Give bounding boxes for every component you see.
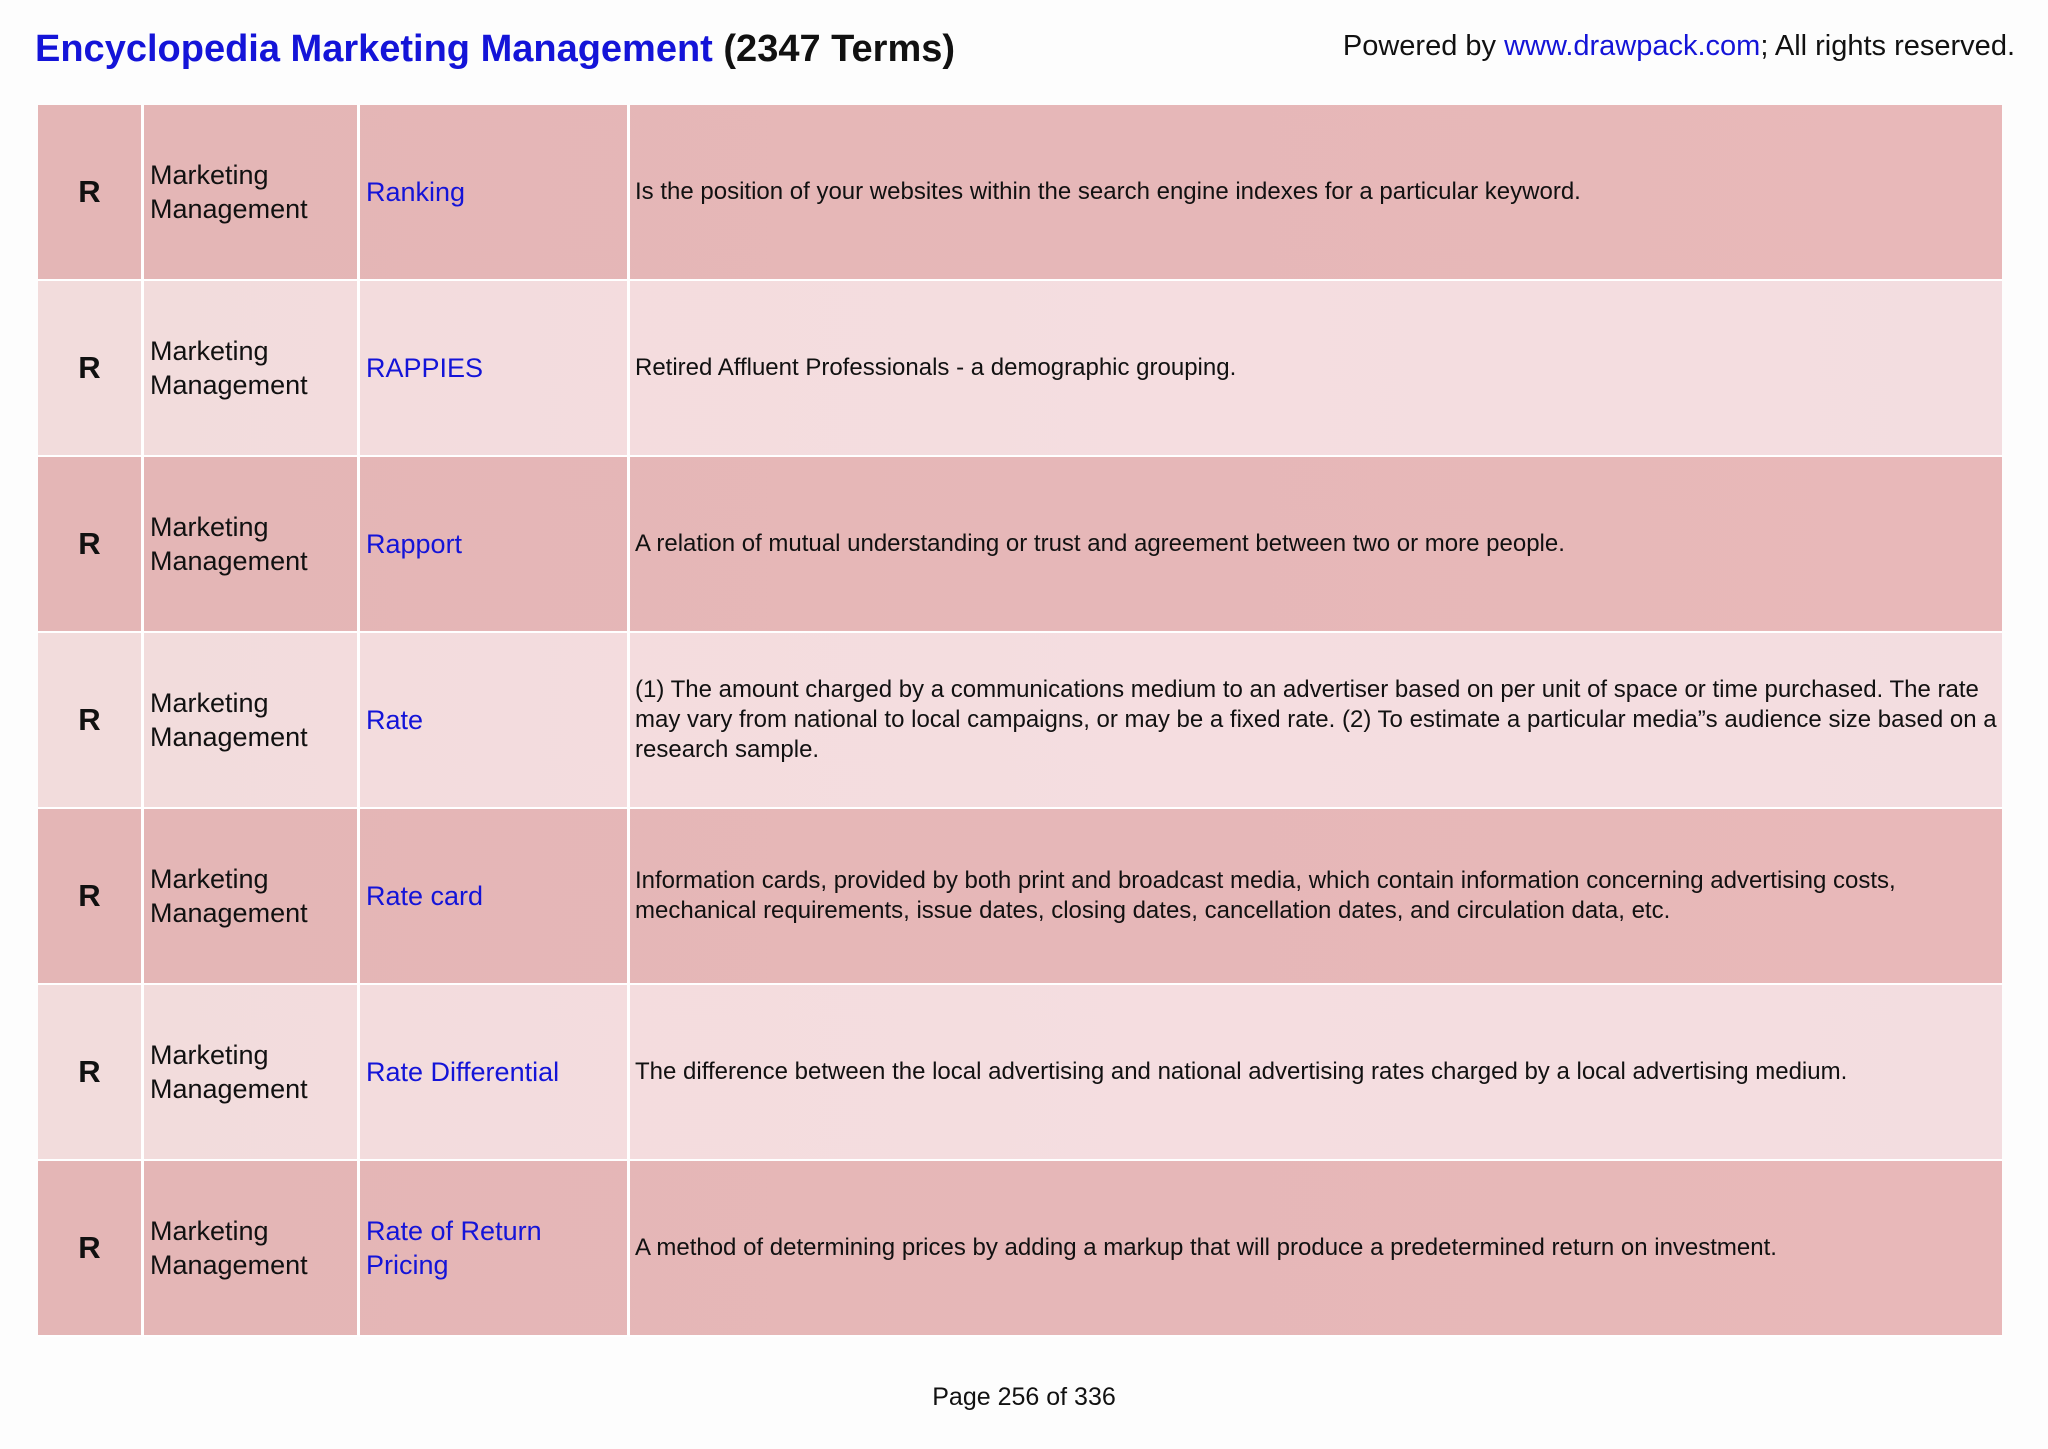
term-link[interactable]: Pricing	[366, 1250, 449, 1280]
term-cell[interactable]	[360, 281, 630, 455]
definition-cell: Retired Affluent Professionals - a demographic grouping.	[635, 354, 1237, 381]
definition-cell: Information cards, provided by both print and broadcast media, which contain information concerning advertising costs, mechanical requirements, issue dates, closing dates, cancellation dates, and circulation data, etc.	[635, 867, 1896, 924]
definition-cell: The difference between the local advertising and national advertising rates charged by a local advertising medium.	[635, 1058, 1848, 1085]
term-link[interactable]: Rapport	[366, 529, 463, 559]
term-link[interactable]: Ranking	[366, 177, 466, 207]
table-row	[38, 105, 2002, 281]
term-cell[interactable]	[360, 809, 630, 983]
category-cell	[144, 809, 360, 983]
letter-cell: R	[38, 1161, 144, 1335]
category-line: Marketing	[150, 688, 269, 718]
powered-by-notice	[1343, 30, 2015, 63]
table-row	[38, 809, 2002, 985]
category-line: Marketing	[150, 1216, 269, 1246]
category-line: Management	[150, 194, 308, 224]
title-term-count: (2347 Terms)	[712, 28, 956, 70]
table-row	[38, 1161, 2002, 1337]
page-number: Page 256 of 336	[932, 1383, 1116, 1411]
table-row	[38, 281, 2002, 457]
term-cell[interactable]	[360, 457, 630, 631]
definition-cell: A method of determining prices by adding a markup that will produce a predetermined return on investment.	[635, 1234, 1777, 1261]
category-line: Marketing	[150, 1040, 269, 1070]
category-cell	[144, 985, 360, 1159]
category-line: Management	[150, 370, 308, 400]
terms-table	[38, 105, 2002, 1337]
term-cell[interactable]	[360, 1161, 630, 1335]
letter-cell: R	[38, 457, 144, 631]
category-line: Management	[150, 722, 308, 752]
category-cell	[144, 633, 360, 807]
page-title	[35, 28, 955, 71]
table-row	[38, 985, 2002, 1161]
powered-prefix: Powered by	[1342, 30, 1505, 62]
definition-cell: (1) The amount charged by a communications medium to an advertiser based on per unit of space or time purchased. The rate may vary from national to local campaigns, or may be a fixed rate. (2) To estimate a particular media”s audience size based on a research sample.	[635, 676, 1997, 763]
category-line: Marketing	[150, 864, 269, 894]
term-link[interactable]: RAPPIES	[366, 353, 484, 383]
title-main: Encyclopedia Marketing Management	[35, 28, 713, 70]
page-header	[35, 28, 2015, 78]
term-link[interactable]: Rate card	[366, 881, 484, 911]
letter-cell: R	[38, 809, 144, 983]
letter-cell: R	[38, 985, 144, 1159]
category-cell	[144, 457, 360, 631]
definition-cell: A relation of mutual understanding or trust and agreement between two or more people.	[635, 530, 1565, 557]
letter-cell: R	[38, 633, 144, 807]
term-link[interactable]: Rate	[366, 705, 424, 735]
category-line: Management	[150, 546, 308, 576]
term-cell[interactable]	[360, 985, 630, 1159]
table-row	[38, 633, 2002, 809]
term-cell[interactable]	[360, 105, 630, 279]
powered-suffix: ; All rights reserved.	[1760, 30, 2015, 62]
category-cell	[144, 105, 360, 279]
category-line: Management	[150, 898, 308, 928]
category-line: Marketing	[150, 160, 269, 190]
term-cell[interactable]	[360, 633, 630, 807]
category-line: Management	[150, 1074, 308, 1104]
definition-cell: Is the position of your websites within the search engine indexes for a particular keyword.	[635, 178, 1581, 205]
category-cell	[144, 281, 360, 455]
letter-cell: R	[38, 105, 144, 279]
category-line: Marketing	[150, 336, 269, 366]
table-row	[38, 457, 2002, 633]
term-link[interactable]: Rate Differential	[366, 1057, 560, 1087]
category-line: Marketing	[150, 512, 269, 542]
category-cell	[144, 1161, 360, 1335]
term-link[interactable]: Rate of Return	[366, 1216, 542, 1246]
category-line: Management	[150, 1250, 308, 1280]
letter-cell: R	[38, 281, 144, 455]
drawpack-link[interactable]: www.drawpack.com	[1504, 30, 1761, 62]
